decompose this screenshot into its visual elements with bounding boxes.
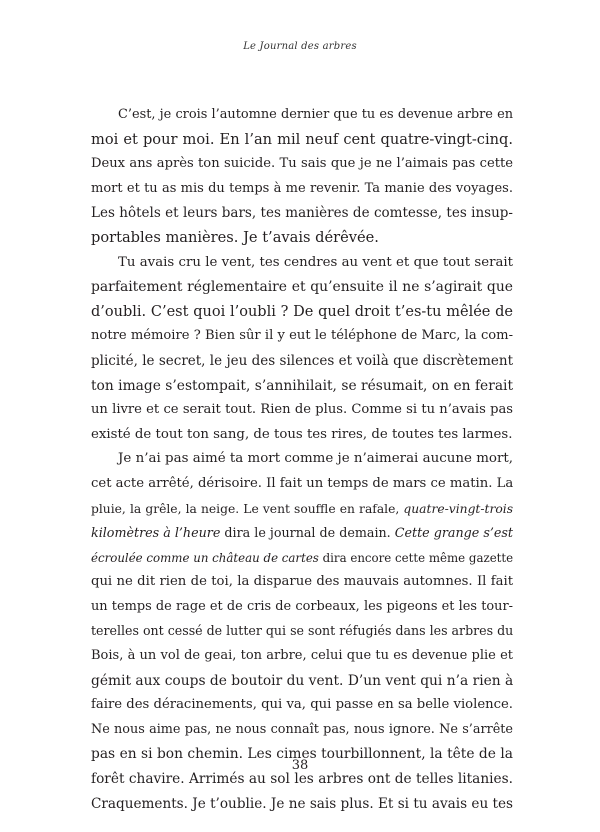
text-line [91, 546, 513, 571]
text-line [91, 152, 513, 177]
text-run: forêt chavire. Arrimés au sol les arbres ont de telles litanies. [91, 771, 513, 788]
italic-text: quatre-vingt-trois [403, 501, 513, 516]
text-run: C’est, je crois l’automne dernier que tu es devenue arbre en [118, 107, 513, 122]
text-line [91, 472, 513, 497]
text-line [91, 349, 513, 374]
text-run: Craquements. Je t’oublie. Je ne sais plus. Et si tu avais eu tes [91, 795, 513, 812]
text-line [91, 570, 513, 595]
text-line [91, 251, 513, 276]
text-line [91, 300, 513, 325]
text-line [91, 275, 513, 300]
text-run: Deux ans après ton suicide. Tu sais que je ne l’aimais pas cette [91, 156, 513, 172]
text-run: Les hôtels et leurs bars, tes manières de comtesse, tes insup- [91, 205, 513, 222]
text-line [91, 792, 513, 817]
text-run: gémit aux coups de boutoir du vent. D’un vent qui n’a rien à [91, 672, 513, 689]
text-line [91, 103, 513, 128]
text-run: un livre et ce serait tout. Rien de plus. Comme si tu n’avais pas [91, 402, 513, 418]
running-head: Le Journal des arbres [243, 41, 357, 52]
text-line [91, 669, 513, 694]
text-line [91, 226, 513, 251]
text-run: qui ne dit rien de toi, la disparue des mauvais automnes. Il fait [91, 574, 513, 590]
text-line [91, 693, 513, 718]
text-run: pluie, la grêle, la neige. Le vent souffle en rafale, [91, 501, 404, 516]
text-line [91, 128, 513, 153]
text-run: un temps de rage et de cris de corbeaux, les pigeons et les tour- [91, 598, 513, 614]
italic-text: kilomètres à l’heure [91, 525, 221, 541]
text-run: Tu avais cru le vent, tes cendres au vent et que tout serait [118, 254, 513, 270]
text-run: existé de tout ton sang, de tous tes rires, de toutes tes larmes. [91, 426, 513, 442]
text-line [91, 619, 513, 644]
text-run: parfaitement réglementaire et qu’ensuite il ne s’agirait que [91, 279, 513, 296]
text-line [91, 324, 513, 349]
text-run: moi et pour moi. En l’an mil neuf cent quatre-vingt-cinq. [91, 130, 513, 148]
text-line [91, 644, 513, 669]
text-run: Ne nous aime pas, ne nous connaît pas, nous ignore. Ne s’arrête [91, 721, 513, 737]
text-run: dira encore cette même gazette [318, 550, 513, 565]
text-line [91, 374, 513, 399]
text-line [91, 177, 513, 202]
text-run: pas en si bon chemin. Les cimes tourbillonnent, la tête de la [91, 746, 513, 763]
text-line [91, 595, 513, 620]
text-line [91, 423, 513, 448]
text-run: ton image s’estompait, s’annihilait, se résumait, on en ferait [91, 377, 513, 394]
text-line [91, 201, 513, 226]
text-line [91, 398, 513, 423]
text-run: mort et tu as mis du temps à me revenir. Ta manie des voyages. [91, 180, 513, 196]
text-line [91, 521, 513, 546]
text-run: terelles ont cessé de lutter qui se sont réfugiés dans les arbres du [91, 623, 513, 639]
text-run: cet acte arrêté, dérisoire. Il fait un temps de mars ce matin. La [91, 475, 513, 491]
text-run: Je n’ai pas aimé ta mort comme je n’aimerai aucune mort, [118, 451, 513, 467]
text-run: notre mémoire ? Bien sûr il y eut le téléphone de Marc, la com- [91, 328, 513, 344]
text-run: dira le journal de demain. [220, 525, 395, 541]
text-run: plicité, le secret, le jeu des silences et voilà que discrètement [91, 352, 513, 369]
text-line [91, 497, 513, 522]
text-run: d’oubli. C’est quoi l’oubli ? De quel droit t’es-tu mêlée de [91, 303, 513, 320]
italic-text: écroulée comme un château de cartes [91, 550, 319, 565]
text-line [91, 718, 513, 743]
italic-text: Cette grange s’est [394, 525, 513, 541]
text-run: faire des déracinements, qui va, qui passe en sa belle violence. [91, 697, 513, 713]
text-run: Bois, à un vol de geai, ton arbre, celui que tu es devenue plie et [91, 648, 513, 664]
text-line [91, 447, 513, 472]
page-number: 38 [291, 758, 309, 773]
text-run: portables manières. Je t’avais dérêvée. [91, 228, 379, 246]
body-text [91, 103, 513, 816]
